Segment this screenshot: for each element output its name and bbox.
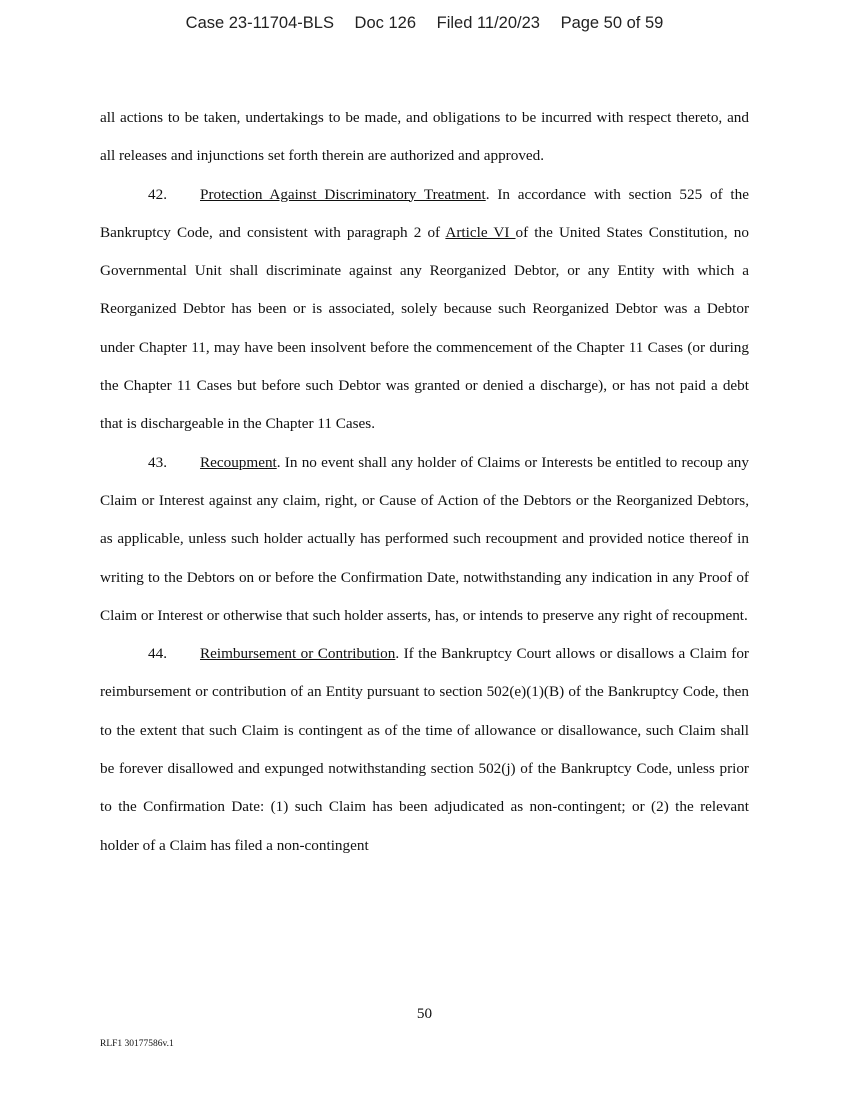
paragraph-heading: Recoupment xyxy=(200,453,277,471)
page-indicator: Page 50 of 59 xyxy=(560,14,664,32)
case-number: Case 23-11704-BLS xyxy=(185,14,334,32)
page-number: 50 xyxy=(416,1005,433,1022)
paragraph-heading: Reimbursement or Contribution xyxy=(200,645,396,663)
paragraph-number: 43. xyxy=(148,453,167,471)
continuation-paragraph: all actions to be taken, undertakings to be made, and obligations to be incurred with respect thereto, and all releases and injunctions set forth therein are authorized and approved. xyxy=(100,109,749,165)
paragraph-43 xyxy=(100,444,749,635)
paragraph-44 xyxy=(100,635,749,865)
paragraph-text: . In accordance with section 525 of the Bankruptcy Code, and consistent with paragraph 2 of xyxy=(100,185,749,241)
paragraph-text: of the United States Constitution, no Governmental Unit shall discriminate against any Reorganized Debtor, or any Entity with which a Reorganized Debtor has been or is associated, solely because such Reorganized Debtor was a Debtor under Chapter 11, may have been insolvent before the commencement of the Chapter 11 Cases (or during the Chapter 11 Cases but before such Debtor was granted or denied a discharge), or has not paid a debt that is dischargeable in the Chapter 11 Cases. xyxy=(100,223,749,433)
court-filing-header xyxy=(0,14,849,33)
paragraph-text: . If the Bankruptcy Court allows or disallows a Claim for reimbursement or contribution of an Entity pursuant to section 502(e)(1)(B) of the Bankruptcy Code, then to the extent that such Claim is contingent as of the time of allowance or disallowance, such Claim shall be forever disallowed and expunged notwithstanding section 502(j) of the Bankruptcy Code, unless prior to the Confirmation Date: (1) such Claim has been adjudicated as non-contingent; or (2) the relevant holder of a Claim has filed a non-contingent xyxy=(100,645,749,854)
paragraph-42 xyxy=(100,176,749,444)
document-id: RLF1 30177586v.1 xyxy=(100,1039,174,1049)
paragraph-number: 42. xyxy=(148,185,167,203)
article-reference-link[interactable]: Article VI xyxy=(445,223,516,241)
paragraph-heading: Protection Against Discriminatory Treatment xyxy=(200,185,486,203)
paragraph-number: 44. xyxy=(148,645,167,663)
paragraph-text: . In no event shall any holder of Claims or Interests be entitled to recoup any Claim or Interest against any claim, right, or Cause of Action of the Debtors or the Reorganized Debtors, as applicable, unless such holder actually has performed such recoupment and provided notice thereof in writing to the Debtors on or before the Confirmation Date, notwithstanding any indication in any Proof of Claim or Interest or otherwise that such holder asserts, has, or intends to preserve any right of recoupment. xyxy=(100,453,749,624)
filed-date: Filed 11/20/23 xyxy=(436,14,540,32)
document-body xyxy=(100,99,749,865)
doc-number: Doc 126 xyxy=(354,14,417,32)
